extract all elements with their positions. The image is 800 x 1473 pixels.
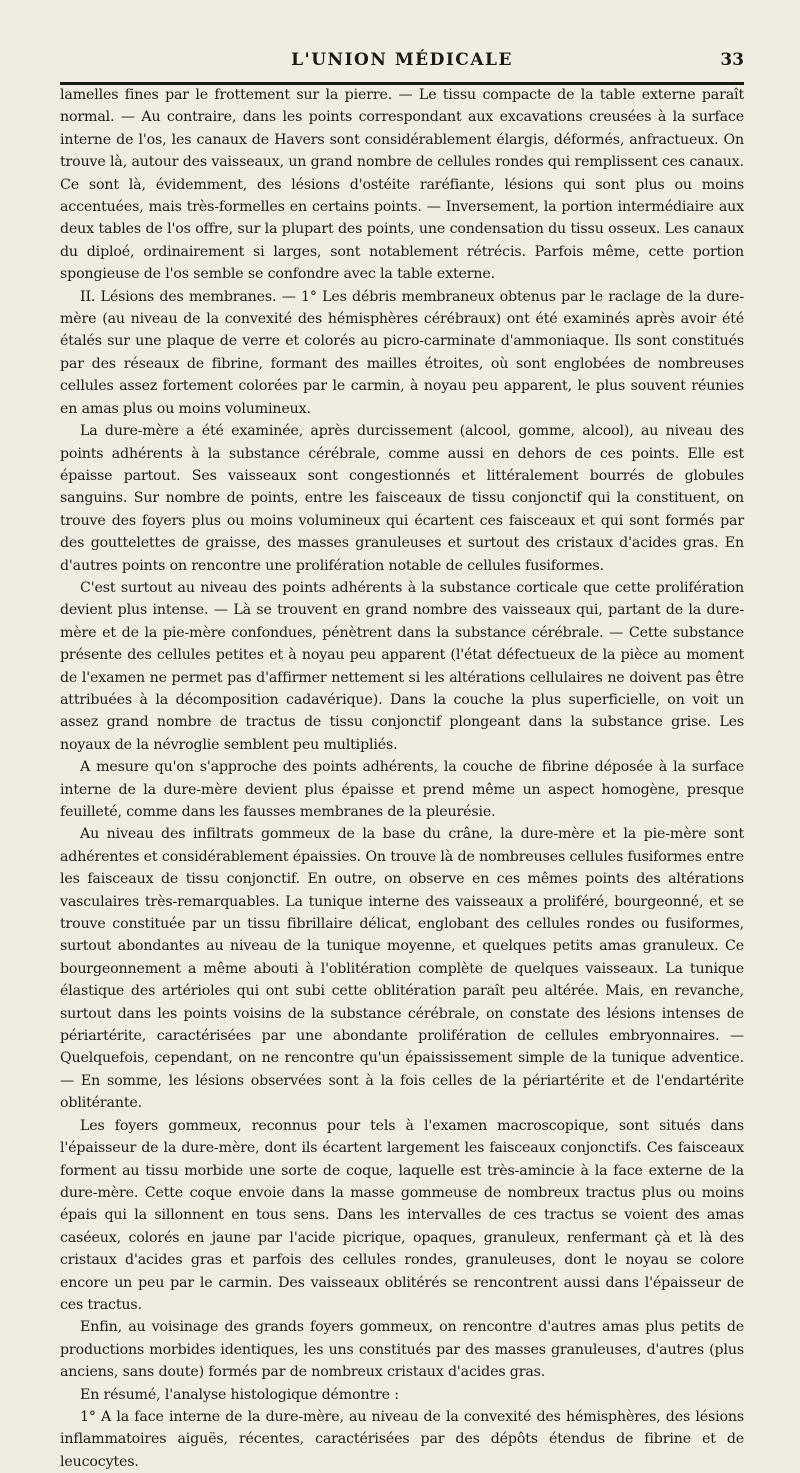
paragraph-smaller-foci: Enfin, au voisinage des grands foyers gommeux, on rencontre d'autres amas plus petits de productions morbides identiques, les uns constitués par des masses granuleuses, d'autres (plus anciens, sans doute) formés par de nombreux cristaux d'acides gras. — [60, 1319, 744, 1381]
paragraph-summary-intro: En résumé, l'analyse histologique démontre : — [80, 1386, 399, 1403]
running-head — [60, 0, 744, 84]
body-text — [60, 84, 744, 1473]
paragraph-fibrin-layer: A mesure qu'on s'approche des points adhérents, la couche de fibrine déposée à la surface interne de la dure-mère devient plus épaisse et prend même un aspect homogène, presque feuilleté, comme dans les fausses membranes de la pleurésie. — [60, 759, 744, 820]
paragraph-cortical-proliferation: C'est surtout au niveau des points adhérents à la substance corticale que cette prolifération devient plus intense. — Là se trouvent en grand nombre des vaisseaux qui, partant de la dure-mère et de la pie-mère confondues, pénètrent dans la substance cérébrale. — Cette substance présente des cellules petites et à noyau peu apparent (l'état défectueux de la pièce au moment de l'examen ne permet pas d'affirmer nettement si les altérations cellulaires ne doivent pas être attribuées à la décomposition cadavérique). Dans la couche la plus superficielle, on voit un assez grand nombre de tractus de tissu conjonctif plongeant dans la substance grise. Les noyaux de la névroglie semblent peu multipliés. — [60, 579, 744, 753]
journal-title: L'UNION MÉDICALE — [291, 50, 513, 70]
paragraph-membrane-lesions: II. Lésions des membranes. — 1° Les débris membraneux obtenus par le raclage de la dure-mère (au niveau de la convexité des hémisphères cérébraux) ont été examinés après avoir été étalés sur une plaque de verre et colorés au picro-carminate d'ammoniaque. Ils sont constitués par des réseaux de fibrine, formant des mailles étroites, où sont englobées de nombreuses cellules assez fortement colorées par le carmin, à noyau peu apparent, le plus souvent réunies en amas plus ou moins volumineux. — [60, 288, 744, 417]
header-rule — [60, 82, 744, 85]
paragraph-dura-mater: La dure-mère a été examinée, après durcissement (alcool, gomme, alcool), au niveau des points adhérents à la substance cérébrale, comme aussi en dehors de ces points. Elle est épaisse partout. Ses vaisseaux sont congestionnés et littéralement bourrés de globules sanguins. Sur nombre de points, entre les faisceaux de tissu conjonctif qui la constituent, on trouve des foyers plus ou moins volumineux qui écartent ces faisceaux et qui sont formés par des gouttelettes de graisse, des masses granuleuses et surtout des cristaux d'acides gras. En d'autres points on rencontre une prolifération notable de cellules fusiformes. — [60, 423, 744, 574]
paragraph-gummatous-foci: Les foyers gommeux, reconnus pour tels à l'examen macroscopique, sont situés dans l'épaisseur de la dure-mère, dont ils écartent largement les faisceaux conjonctifs. Ces faisceaux forment au tissu morbide une sorte de coque, laquelle est très-amincie à la face externe de la dure-mère. Cette coque envoie dans la masse gommeuse de nombreux tractus plus ou moins épais qui la sillonnent en tous sens. Dans les intervalles de ces tractus se voient des amas caséeux, colorés en jaune par l'acide picrique, opaques, granuleux, renfermant çà et là des cristaux d'acides gras et parfois des cellules rondes, granuleuses, dont le noyau se colore encore un peu par le carmin. Des vaisseaux oblitérés se rencontrent aussi dans l'épaisseur de ces tractus. — [60, 1117, 744, 1313]
paragraph-bone-lesions: lamelles fines par le frottement sur la pierre. — Le tissu compacte de la table externe paraît normal. — Au contraire, dans les points correspondant aux excavations creusées à la surface interne de l'os, les canaux de Havers sont considérablement élargis, déformés, anfractueux. On trouve là, autour des vaisseaux, un grand nombre de cellules rondes qui remplissent ces canaux. Ce sont là, évidemment, des lésions d'ostéite raréfiante, lésions qui sont plus ou moins accentuées, mais très-formelles en certains points. — Inversement, la portion intermédiaire aux deux tables de l'os offre, sur la plupart des points, une condensation du tissu osseux. Les canaux du diploé, ordinairement si larges, sont notablement rétrécis. Parfois même, cette portion spongieuse de l'os semble se confondre avec la table externe. — [60, 87, 744, 283]
paragraph-summary-point-1: 1° A la face interne de la dure-mère, au niveau de la convexité des hémisphères, des lésions inflammatoires aiguës, récentes, caractérisées par des dépôts étendus de fibrine et de leucocytes. — [60, 1408, 744, 1470]
page-number: 33 — [720, 50, 744, 70]
paragraph-vascular-alterations: Au niveau des infiltrats gommeux de la base du crâne, la dure-mère et la pie-mère sont adhérentes et considérablement épaissies. On trouve là de nombreuses cellules fusiformes entre les faisceaux de tissu conjonctif. En outre, on observe en ces mêmes points des altérations vasculaires très-remarquables. La tunique interne des vaisseaux a proliféré, bourgeonné, et se trouve constituée par un tissu fibrillaire délicat, englobant des cellules rondes ou fusiformes, surtout abondantes au niveau de la tunique moyenne, et quelques petits amas granuleux. Ce bourgeonnement a même abouti à l'oblitération complète de quelques vaisseaux. La tunique élastique des artérioles qui ont subi cette oblitération paraît peu altérée. Mais, en revanche, surtout dans les points voisins de la substance cérébrale, on constate des lésions intenses de périartérite, caractérisées par une abondante prolifération de cellules embryonnaires. — Quelquefois, cependant, on ne rencontre qu'un épaississement simple de la tunique adventice. — En somme, les lésions observées sont à la fois celles de la périartérite et de l'endartérite oblitérante. — [60, 826, 744, 1112]
